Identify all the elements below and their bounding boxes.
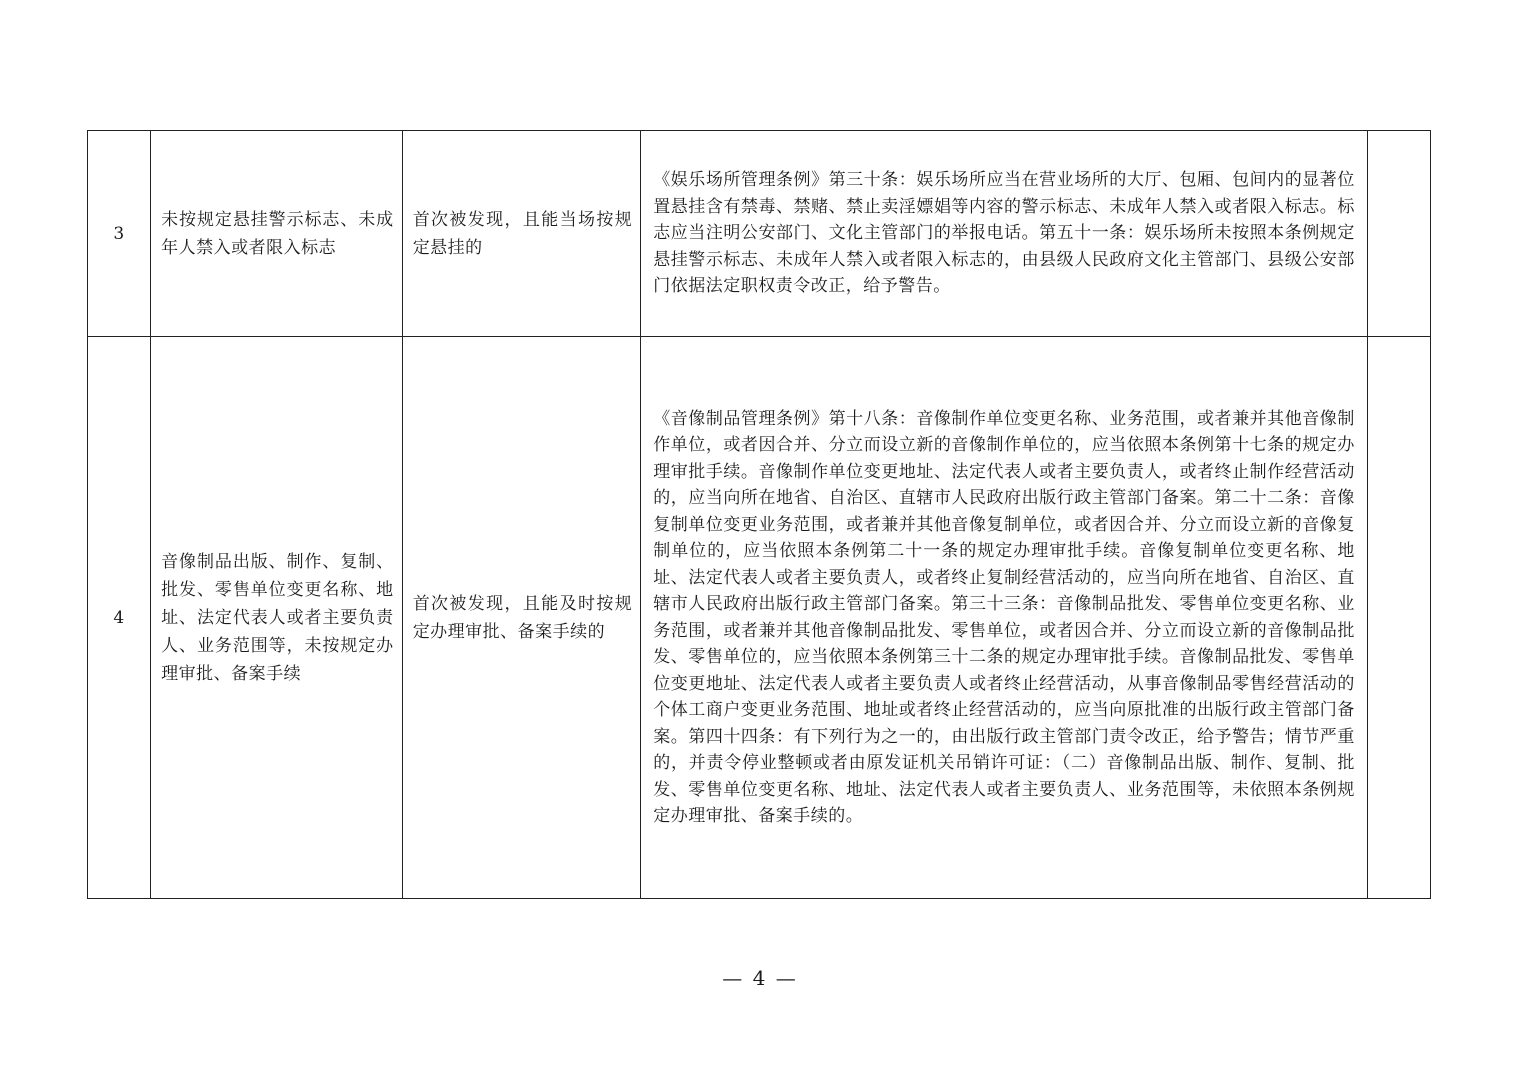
note-cell xyxy=(1367,131,1430,337)
violation-item: 未按规定悬挂警示标志、未成年人禁入或者限入标志 xyxy=(161,209,394,258)
exemption-condition: 首次被发现，且能及时按规定办理审批、备案手续的 xyxy=(412,593,633,642)
table-row xyxy=(88,131,1431,337)
legal-basis: 《娱乐场所管理条例》第三十条：娱乐场所应当在营业场所的大厅、包厢、包间内的显著位置悬挂含有禁毒、禁赌、禁止卖淫嫖娼等内容的警示标志、未成年人禁入或者限入标志。标志应当注明公安部门、文化主管部门的举报电话。第五十一条：娱乐场所未按照本条例规定悬挂警示标志、未成年人禁入或者限入标志的，由县级人民政府文化主管部门、县级公安部门依据法定职权责令改正，给予警告。 xyxy=(653,170,1355,297)
violation-item-cell xyxy=(151,131,403,337)
exemption-condition-cell xyxy=(402,337,641,899)
legal-basis: 《音像制品管理条例》第十八条：音像制作单位变更名称、业务范围，或者兼并其他音像制作单位，或者因合并、分立而设立新的音像制作单位的，应当依照本条例第十七条的规定办理审批手续。音像制作单位变更地址、法定代表人或者主要负责人，或者终止制作经营活动的，应当向所在地省、自治区、直辖市人民政府出版行政主管部门备案。第二十二条：音像复制单位变更业务范围，或者兼并其他音像复制单位，或者因合并、分立而设立新的音像复制单位的，应当依照本条例第二十一条的规定办理审批手续。音像复制单位变更名称、地址、法定代表人或者主要负责人，或者终止复制经营活动的，应当向所在地省、自治区、直辖市人民政府出版行政主管部门备案。第三十三条：音像制品批发、零售单位变更名称、业务范围，或者兼并其他音像制品批发、零售单位，或者因合并、分立而设立新的音像制品批发、零售单位的，应当依照本条例第三十二条的规定办理审批手续。音像制品批发、零售单位变更地址、法定代表人或者主要负责人或者终止经营活动，从事音像制品零售经营活动的个体工商户变更业务范围、地址或者终止经营活动的，应当向原批准的出版行政主管部门备案。第四十四条：有下列行为之一的，由出版行政主管部门责令改正，给予警告；情节严重的，并责令停业整顿或者由原发证机关吊销许可证：（二）音像制品出版、制作、复制、批发、零售单位变更名称、地址、法定代表人或者主要负责人、业务范围等，未依照本条例规定办理审批、备案手续的。 xyxy=(653,408,1355,826)
row-number: 4 xyxy=(113,607,125,628)
table-row xyxy=(88,337,1431,899)
violation-item: 音像制品出版、制作、复制、批发、零售单位变更名称、地址、法定代表人或者主要负责人、业务范围等，未按规定办理审批、备案手续 xyxy=(161,551,394,684)
page-number: — 4 — xyxy=(722,966,798,990)
row-number: 3 xyxy=(113,223,125,244)
exemption-condition-cell xyxy=(402,131,641,337)
row-number-cell xyxy=(88,131,151,337)
legal-basis-cell xyxy=(641,337,1368,899)
row-number-cell xyxy=(88,337,151,899)
exemption-condition: 首次被发现，且能当场按规定悬挂的 xyxy=(412,209,633,258)
violation-item-cell xyxy=(151,337,403,899)
regulation-table xyxy=(87,130,1431,899)
note-cell xyxy=(1367,337,1430,899)
legal-basis-cell xyxy=(641,131,1368,337)
